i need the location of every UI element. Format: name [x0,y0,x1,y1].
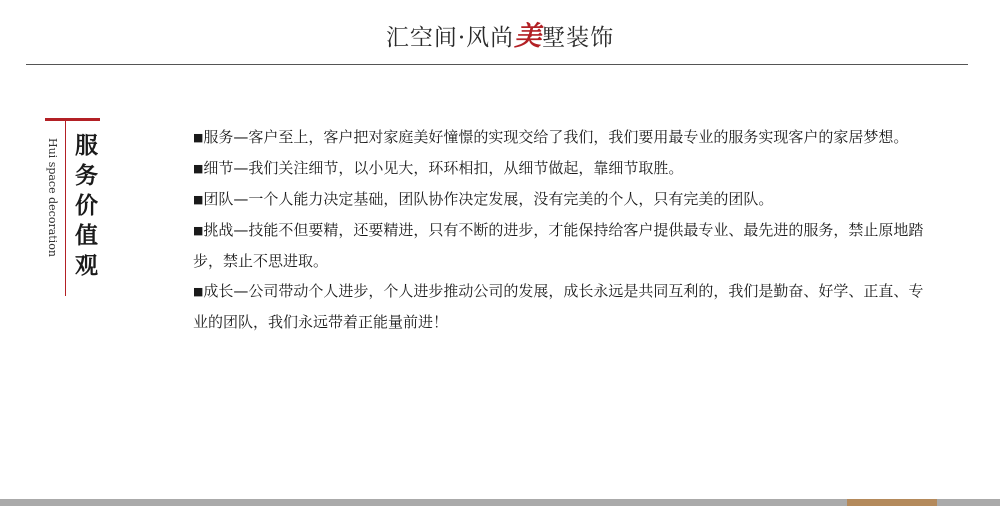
page-header-title [0,14,1000,53]
value-text: 成长—公司带动个人进步，个人进步推动公司的发展，成长永远是共同互利的，我们是勤奋、好学、正直、专业的团队，我们永远带着正能量前进！ [193,282,924,331]
header-title-accent: 美 [514,21,543,52]
value-paragraph [193,276,933,337]
value-text: 团队—一个人能力决定基础，团队协作决定发展，没有完美的个人，只有完美的团队。 [203,190,774,208]
sidebar-title: 服务价值观 [71,133,97,283]
header-divider [26,64,968,65]
bullet-icon: ■ [193,193,204,206]
bullet-icon: ■ [193,131,204,144]
value-paragraph [193,153,933,184]
header-title-part2: 墅装饰 [542,25,615,51]
bullet-icon: ■ [193,162,204,175]
sidebar-subtitle: Hui space decoration [46,138,59,257]
bullet-icon: ■ [193,285,204,298]
value-text: 细节—我们关注细节，以小见大，环环相扣，从细节做起，靠细节取胜。 [203,159,684,177]
bullet-icon: ■ [193,224,204,237]
value-paragraph [193,215,933,276]
value-text: 挑战—技能不但要精，还要精进，只有不断的进步，才能保持给客户提供最专业、最先进的服务，禁止原地踏步，禁止不思进取。 [193,221,924,270]
sidebar-accent-line [45,118,100,121]
footer-accent-bar [847,499,937,506]
sidebar-vertical-line [65,121,66,296]
value-text: 服务—客户至上，客户把对家庭美好憧憬的实现交给了我们，我们要用最专业的服务实现客户的家居梦想。 [203,128,909,146]
value-paragraph [193,184,933,215]
value-paragraph [193,122,933,153]
header-title-part1: 汇空间·风尚 [385,25,515,51]
values-content [193,122,933,337]
